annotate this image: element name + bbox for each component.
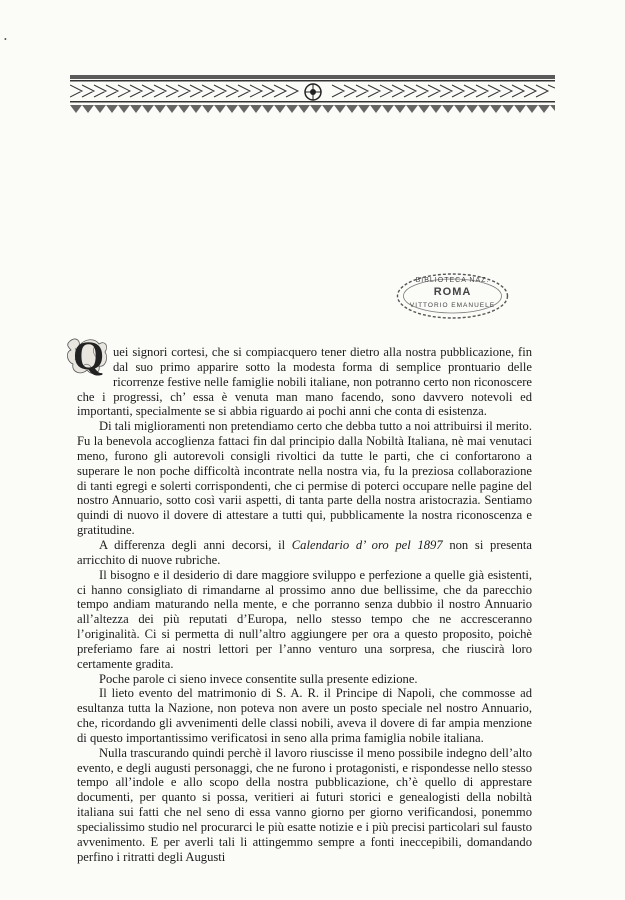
ornate-initial [65, 333, 109, 378]
paragraph-3 [77, 538, 532, 568]
paragraph-6: Il lieto evento del matrimonio di S. A. R. il Principe di Napoli, che commosse ad esultanza tutta la Nazione, non poteva non avere un posto speciale nel nostro Annuario, che, ricordando gli avvenimenti delle classi nobili, aveva il dovere di far ampia menzione di questo importantissimo verificatosi in seno alla prima famiglia nobile italiana. [77, 686, 532, 745]
paragraph-7: Nulla trascurando quindi perchè il lavoro riuscisse il meno possibile indegno dell’alto evento, e degli augusti personaggi, che ne furono i protagonisti, e rispondesse nello stesso tempo all’indole e allo scopo della nostra pubblicazione, ch’è quello di apprestare documenti, per quanto si possa, veritieri ai futuri storici e genealogisti della nobiltà italiana sui fatti che nel seno di essa vanno giorno per giorno verificandosi, ponemmo specialissimo studio nel procurarci le più esatte notizie e i più precisi particolari sul fausto avvenimento. E per averli tali li attingemmo sempre a fonti ineccepibili, domandando perfino i ritratti degli Augusti [77, 745, 532, 864]
calendar-title: Calendario d’ oro pel 1897 [291, 537, 443, 552]
stamp-city: ROMA [433, 286, 472, 298]
dropcap-letter: Q [73, 333, 105, 378]
paragraph-2: Di tali miglioramenti non pretendiamo certo che debba tutto a noi attribuirsi il merito. Fu la benevola accoglienza fattaci fin dal principio dalla Nobiltà Italiana, nè mai venutaci meno, furono gli autorevoli consigli rivoltici da tutte le parti, che ci confortarono a superare le non poche difficoltà incontrate nella nostra via, fu la preziosa collaborazione di tanti egregi e solerti corrispondenti, che ci permise di poterci occupare nelle pagine del nostro Annuario, sotto così varii aspetti, di tanta parte della nostra aristocrazia. Sentiamo quindi di nuovo il dovere di attestare a tutti qui, pubblicamente la nostra riconoscenza e gratitudine. [77, 419, 532, 538]
margin-mark: • [4, 35, 7, 44]
body-text [73, 333, 532, 865]
paragraph-4: Il bisogno e il desiderio di dare maggiore sviluppo e perfezione a quelle già esistenti, ci hanno consigliato di rimandarne al prossimo anno due bellissime, che da parecchio tempo andiam maturando nella mente, e che porranno senza dubbio il nostro Annuario all’altezza dei più reputati d’Europa, nello stesso tempo che ne accresceranno l’originalità. Ci si permetta di null’altro aggiungere per ora a questo proposito, poichè preferiamo fare ai nostri lettori per l’anno venturo una sorpresa, che riuscirà loro certamente gradita. [77, 567, 532, 671]
paragraph-3-after: non si presenta arricchito di nuove rubriche. [77, 537, 532, 567]
decorative-header-band [70, 75, 555, 117]
paragraph-5: Poche parole ci sieno invece consentite sulla presente edizione. [99, 671, 418, 686]
library-stamp [395, 270, 510, 322]
paragraph-3-before: A differenza degli anni decorsi, il [99, 537, 292, 552]
stamp-bottom-text: VITTORIO EMANUELE [409, 302, 496, 309]
stamp-top-text: BIBLIOTECA NAZ. [415, 277, 490, 284]
paragraph-1 [73, 333, 532, 419]
paragraph-1-text: uei signori cortesi, che si compiacquero tener dietro alla nostra pubblicazione, fin dal suo primo apparire sotto la modesta forma di semplice prontuario delle ricorrenze festive nelle famiglie nobili italiane, non potranno certo non riconoscere che i progressi, ch’ essa è venuta man mano facendo, sono davvero notevoli ed importanti, specialmente se si abbia riguardo ai pochi anni che conta di esistenza. [77, 345, 532, 419]
